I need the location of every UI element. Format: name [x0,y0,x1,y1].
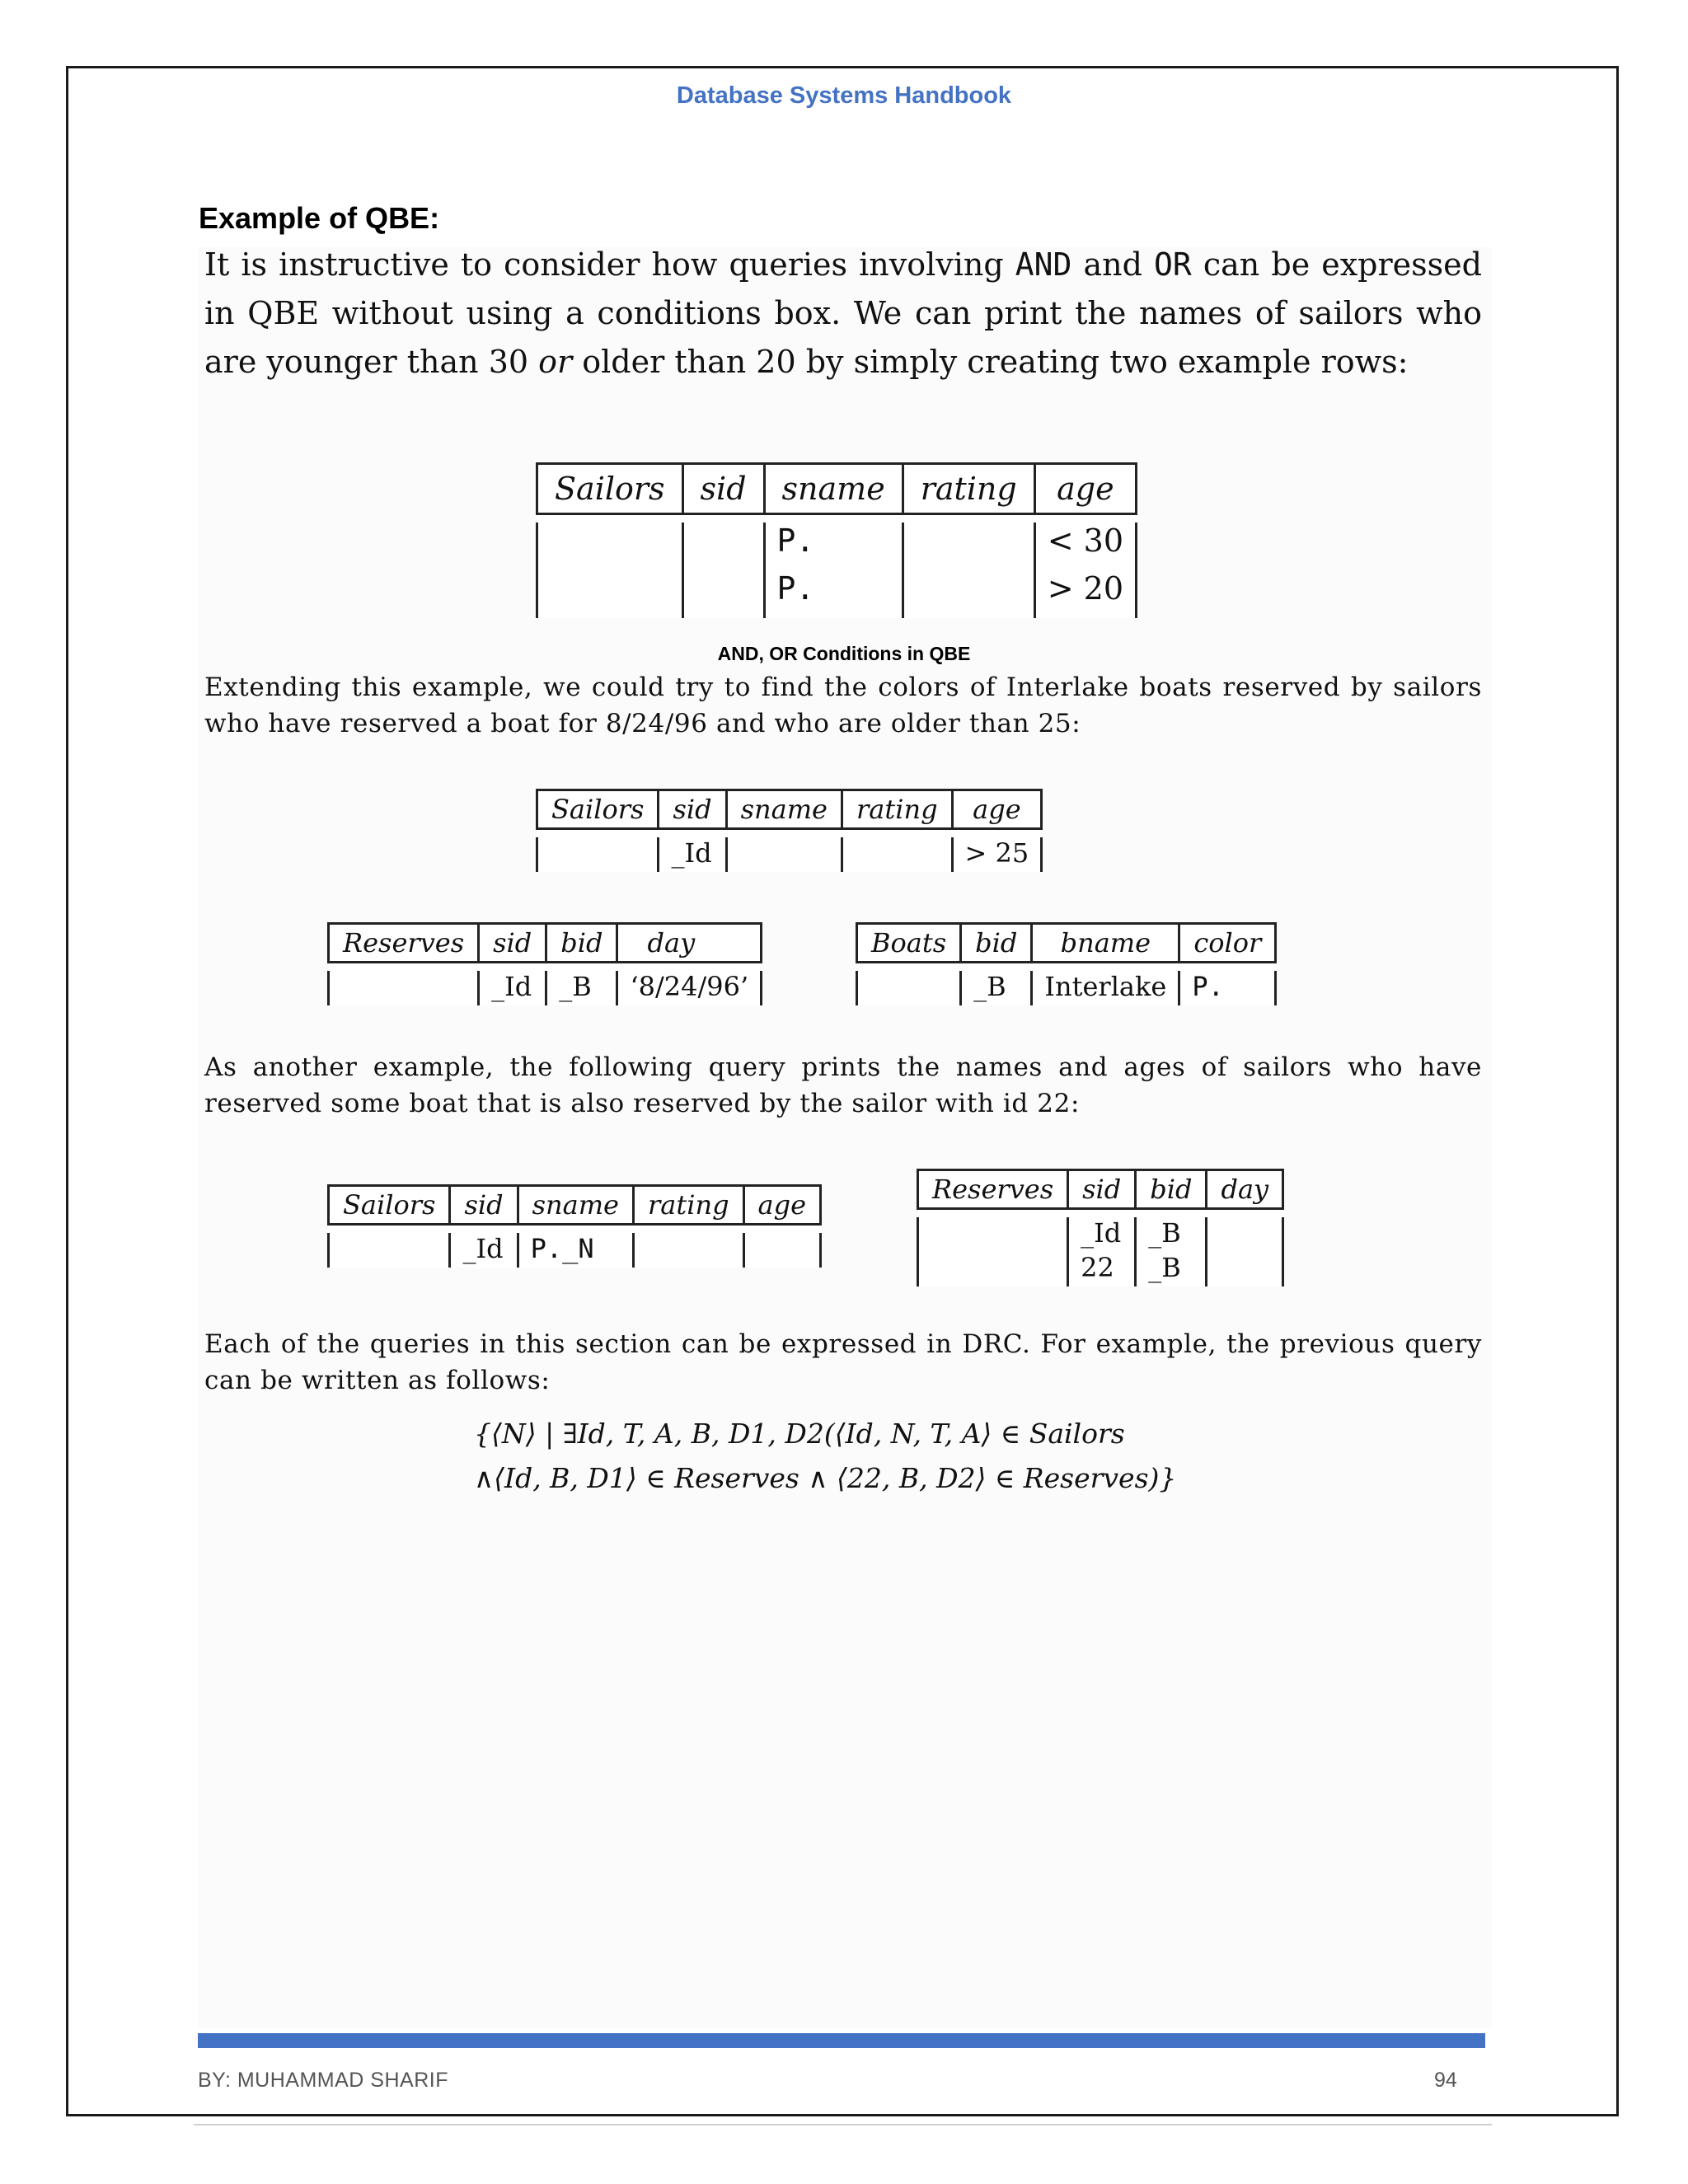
column-header: rating [903,464,1034,514]
footer-author: BY: MUHAMMAD SHARIF [198,2069,448,2092]
table-name-cell: Sailors [329,1186,450,1225]
paragraph-extending: Extending this example, we could try to find the colors of Interlake boats reserved by sailors who have reserved a boat for 8/24/96 and who are older than 25: [204,673,1482,738]
table-header-row [918,1170,1283,1209]
table-header-row [537,464,1137,514]
running-header: Database Systems Handbook [676,82,1012,109]
footer-rule [194,2124,1492,2125]
qbe-table-boats [856,922,1277,1005]
column-header: age [1034,464,1136,514]
column-header: sname [764,464,903,514]
table-row: _Id _B [918,1217,1283,1252]
qbe-table-reserves-22 [917,1169,1284,1286]
table-row: _Id P._N [329,1233,821,1268]
column-header: age [952,790,1042,829]
column-header: rating [842,790,952,829]
column-header: bid [546,924,617,963]
table-header-row [329,924,762,963]
paragraph-another-example: As another example, the following query prints the names and ages of sailors who have reserved some boat that is also reserved by the sailor with id 22: [204,1052,1482,1118]
table-row: 22 _B [918,1252,1283,1286]
table-row: _B Interlake P. [857,971,1276,1005]
column-header: sid [1068,1170,1136,1209]
column-header: day [1207,1170,1283,1209]
column-header: sid [450,1186,518,1225]
column-header: sname [726,790,842,829]
column-header: bid [961,924,1032,963]
column-header: day [617,924,762,963]
table-row: P. > 20 [537,570,1137,618]
qbe-table-sailors-age [536,789,1043,872]
qbe-table-sailors-or [536,462,1137,618]
column-header: sname [518,1186,633,1225]
table-row: _Id > 25 [537,837,1042,872]
drc-formula-line-2: ∧⟨Id, B, D1⟩ ∈ Reserves ∧ ⟨22, B, D2⟩ ∈ Reserves)} [474,1462,1177,1494]
qbe-table-sailors-names [327,1184,822,1268]
section-heading: Example of QBE: [199,201,440,235]
table-name-cell: Sailors [537,464,683,514]
column-header: color [1179,924,1276,963]
table-header-row [857,924,1276,963]
column-header: sid [659,790,726,829]
paragraph-drc: Each of the queries in this section can be expressed in DRC. For example, the previous query can be written as follows: [204,1329,1482,1395]
table-name-cell: Boats [857,924,961,963]
column-header: bid [1136,1170,1207,1209]
footer-accent-bar [198,2033,1485,2048]
column-header: bname [1032,924,1179,963]
table-row: _Id _B ‘8/24/96’ [329,971,762,1005]
qbe-table-reserves-date [327,922,762,1005]
table-name-cell: Sailors [537,790,659,829]
column-header: rating [633,1186,743,1225]
paragraph-intro: It is instructive to consider how queries involving AND and OR can be expressed in QBE without using a conditions box. We can print the names of sailors who are younger than 30 or older than 20 by simply creating two example rows: [204,246,1482,380]
column-header: sid [479,924,546,963]
figure-caption: AND, OR Conditions in QBE [717,643,971,664]
table-name-cell: Reserves [329,924,479,963]
table-header-row [537,790,1042,829]
drc-formula-line-1: {⟨N⟩ | ∃Id, T, A, B, D1, D2(⟨Id, N, T, A⟩ ∈ Sailors [474,1418,1125,1450]
column-header: sid [682,464,764,514]
table-header-row [329,1186,821,1225]
page-number: 94 [1434,2069,1457,2092]
table-name-cell: Reserves [918,1170,1068,1209]
column-header: age [743,1186,821,1225]
table-row: P. < 30 [537,523,1137,570]
